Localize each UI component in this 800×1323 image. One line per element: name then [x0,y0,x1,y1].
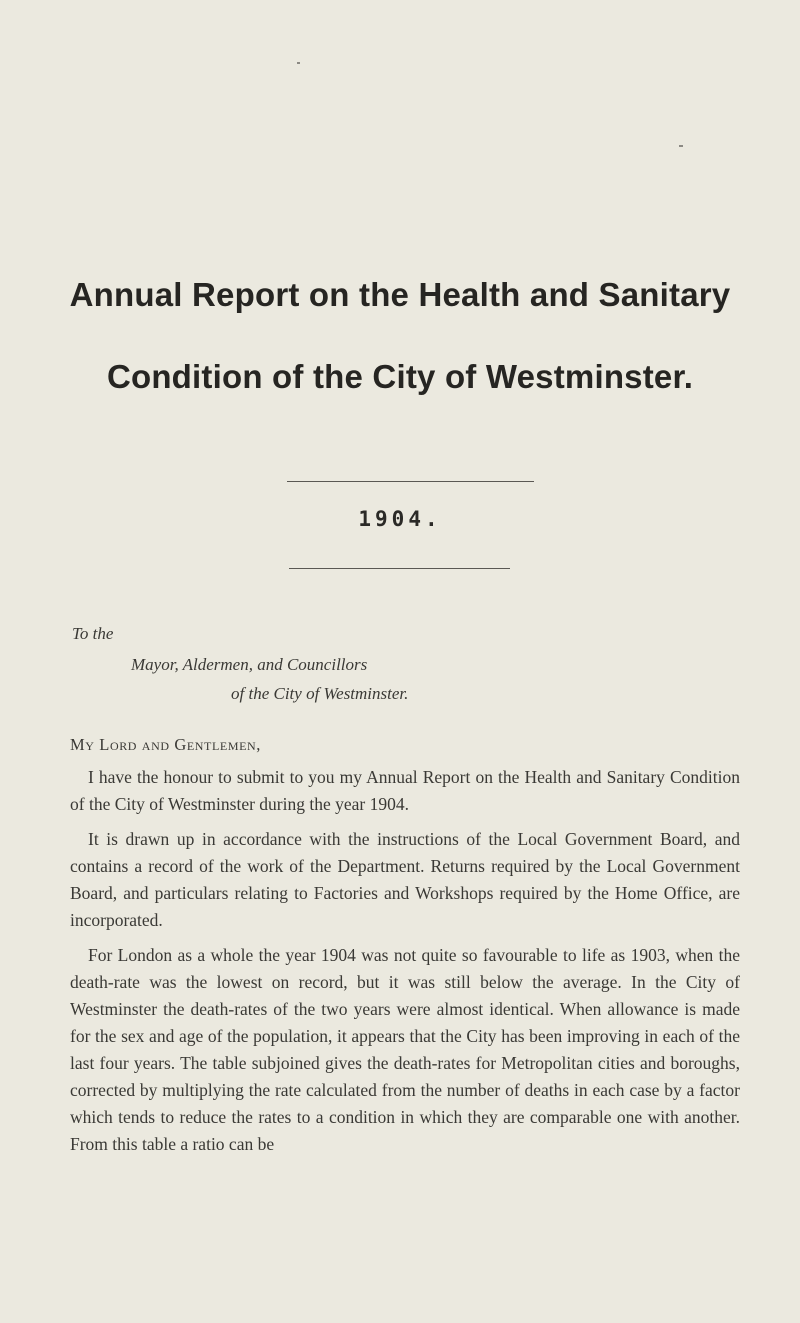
body-text [70,764,740,1166]
divider-rule-top [287,481,534,482]
divider-rule-bottom [289,568,510,569]
report-year: 1904. [358,507,442,531]
title-line-2: Condition of the City of Westminster. [106,358,694,395]
address-line-2: Mayor, Aldermen, and Councillors [131,655,368,674]
address-line-3: of the City of Westminster. [231,684,409,703]
speck-mark [297,62,300,64]
speck-mark [679,145,683,147]
salutation: My Lord and Gentlemen, [70,735,262,754]
address-line-1: To the [72,624,114,643]
paragraph: I have the honour to submit to you my Annual Report on the Health and Sanitary Condition of the City of Westminster during the year 1904. [70,767,740,814]
paragraph: It is drawn up in accordance with the instructions of the Local Government Board, and contains a record of the work of the Department. Returns required by the Local Government Board, and particulars relating to Factories and Workshops required by the Home Office, are incorporated. [70,829,740,930]
paragraph: For London as a whole the year 1904 was not quite so favourable to life as 1903, when the death-rate was the lowest on record, but it was still below the average. In the City of Westminster the death-rates of the two years were almost identical. When allowance is made for the sex and age of the population, it appears that the City has been improving in each of the last four years. The table subjoined gives the death-rates for Metropolitan cities and boroughs, corrected by multiplying the rate calculated from the number of deaths in each case by a factor which tends to reduce the rates to a condition in which they are comparable one with another. From this table a ratio can be [70,945,740,1154]
title-line-1: Annual Report on the Health and Sanitary [69,276,731,313]
